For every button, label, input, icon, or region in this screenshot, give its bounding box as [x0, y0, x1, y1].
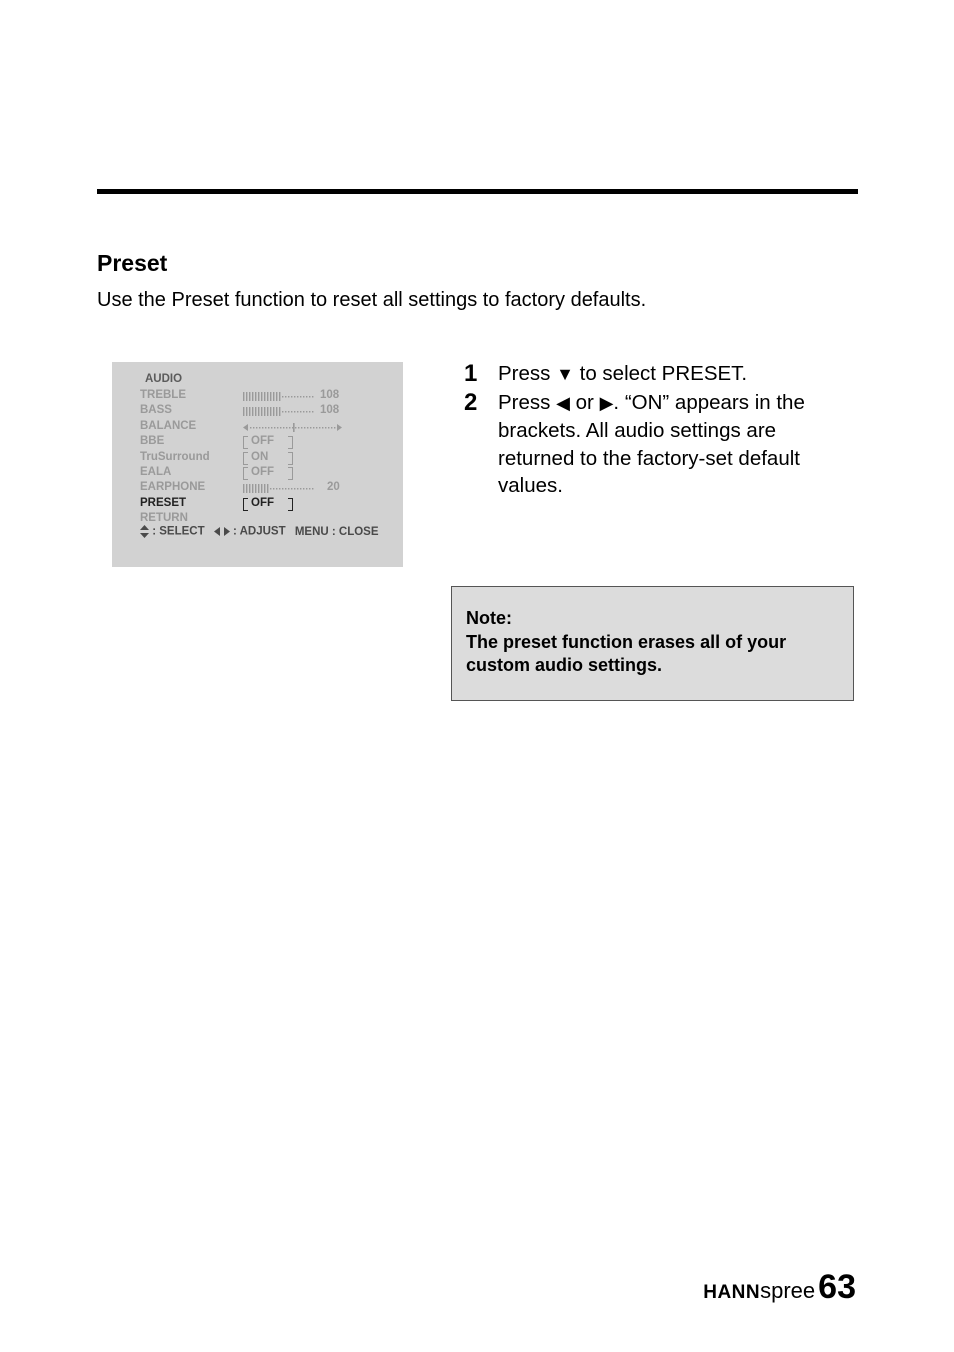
osd-footer-adjust: : ADJUST — [233, 525, 286, 538]
osd-row-label: TREBLE — [140, 389, 186, 401]
osd-footer-select: : SELECT — [152, 525, 205, 538]
level-value: 108 — [320, 404, 340, 417]
brand-logo-bold: HANN — [703, 1282, 761, 1303]
down-arrow-icon: ▼ — [556, 364, 574, 384]
bracket-value: OFF — [243, 497, 293, 509]
osd-row-label: BBE — [140, 435, 165, 448]
page-number: 63 — [818, 1268, 856, 1306]
step-2 — [462, 389, 842, 500]
osd-row-earphone[interactable] — [140, 481, 390, 495]
osd-row-preset[interactable] — [140, 497, 390, 511]
level-bar — [243, 484, 315, 493]
osd-row-label: EARPHONE — [140, 481, 206, 494]
osd-row-eala[interactable] — [140, 466, 390, 480]
osd-row-label: BALANCE — [140, 419, 197, 432]
osd-row-bbe[interactable] — [140, 435, 390, 449]
note-body: The preset function erases all of your custom audio settings. — [466, 631, 787, 675]
level-bar — [243, 407, 315, 416]
toggle-value — [243, 435, 293, 447]
step-text: or — [569, 390, 600, 414]
step-text: Press — [498, 390, 557, 414]
level-bar — [243, 392, 315, 401]
osd-row-label: BASS — [140, 404, 172, 417]
osd-row-balance[interactable] — [140, 420, 390, 434]
left-right-arrows-icon — [214, 527, 230, 536]
right-arrow-icon: ▶ — [599, 392, 614, 413]
bracket-value: ON — [243, 451, 293, 463]
brand-logo-light: spree — [760, 1278, 816, 1303]
audio-osd-menu — [112, 362, 403, 567]
osd-row-bass[interactable] — [140, 404, 390, 418]
level-value: 108 — [320, 389, 340, 401]
note-box — [451, 586, 854, 701]
step-text: . “ON” appears in the brackets. All audio settings are returned to the factory-set default values. — [498, 390, 805, 497]
note-heading: Note: — [466, 608, 512, 628]
osd-footer — [140, 525, 379, 538]
step-text: Press — [498, 362, 557, 385]
osd-row-label: RETURN — [140, 512, 188, 525]
top-rule — [97, 189, 858, 194]
up-down-arrows-icon — [140, 525, 149, 538]
bracket-value: OFF — [243, 466, 293, 478]
steps-list — [462, 360, 842, 500]
step-text: to select PRESET. — [573, 362, 748, 385]
osd-row-label: EALA — [140, 466, 172, 478]
left-arrow-icon: ◀ — [556, 392, 570, 413]
osd-row-label: PRESET — [140, 496, 187, 509]
step-number: 1 — [464, 360, 478, 387]
osd-row-trusurround[interactable] — [140, 451, 390, 465]
step-number: 2 — [464, 388, 478, 416]
balance-bar — [243, 423, 343, 432]
step-1 — [462, 360, 842, 389]
section-title: Preset — [97, 250, 168, 276]
toggle-value — [243, 466, 293, 478]
osd-title: AUDIO — [145, 373, 183, 385]
osd-row-label: TruSurround — [140, 450, 210, 463]
osd-footer-close: MENU : CLOSE — [294, 525, 379, 538]
bracket-value: OFF — [243, 435, 293, 447]
footer-brand — [703, 1268, 856, 1307]
toggle-value — [243, 451, 293, 463]
osd-row-treble[interactable] — [140, 389, 390, 403]
toggle-value — [243, 497, 293, 509]
level-value: 20 — [327, 481, 340, 494]
intro-text: Use the Preset function to reset all settings to factory defaults. — [97, 289, 647, 311]
